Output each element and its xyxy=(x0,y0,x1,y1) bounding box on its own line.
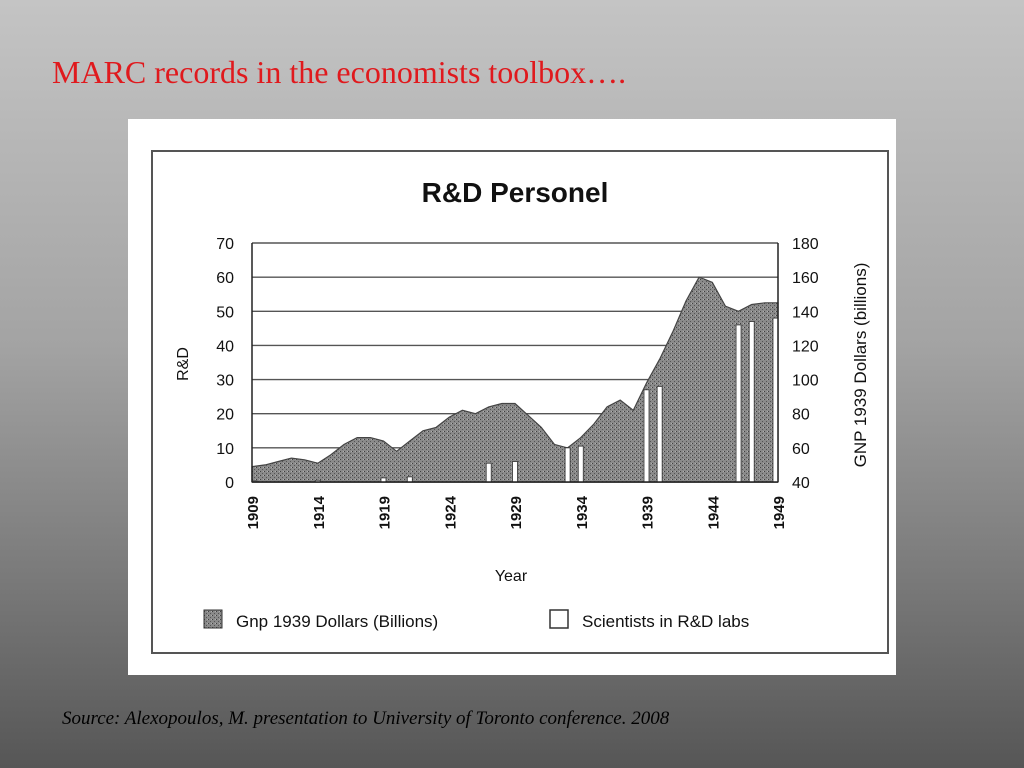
y-axis-left-label: R&D xyxy=(175,347,192,381)
y-left-tick-label: 20 xyxy=(216,406,234,424)
x-tick-label: 1919 xyxy=(376,496,394,530)
x-tick-label: 1949 xyxy=(771,496,788,530)
y-left-tick-label: 60 xyxy=(216,270,234,288)
scientists-bar xyxy=(513,462,518,482)
scientists-bar xyxy=(578,446,583,482)
x-tick-label: 1924 xyxy=(442,496,460,530)
y-axis-right-label: GNP 1939 Dollars (billions) xyxy=(851,262,870,468)
legend-gnp-swatch xyxy=(204,610,222,628)
scientists-bar xyxy=(644,390,649,482)
y-right-tick-label: 80 xyxy=(792,406,810,424)
legend-scientists-swatch xyxy=(550,610,568,628)
y-right-tick-label: 60 xyxy=(792,440,810,458)
chart-title: R&D Personel xyxy=(421,177,609,208)
x-tick-label: 1914 xyxy=(310,496,328,530)
scientists-bar xyxy=(486,463,491,482)
y-right-tick-label: 100 xyxy=(792,372,819,390)
x-tick-label: 1929 xyxy=(508,496,525,530)
y-left-tick-label: 50 xyxy=(216,304,234,322)
y-right-tick-label: 120 xyxy=(792,338,819,356)
x-axis-label: Year xyxy=(494,568,528,585)
y-right-tick-label: 180 xyxy=(792,236,819,253)
x-tick-label: 1909 xyxy=(245,496,262,530)
y-left-tick-label: 30 xyxy=(216,372,234,390)
chart-figure xyxy=(128,119,896,675)
y-right-tick-label: 140 xyxy=(792,304,819,322)
y-right-tick-label: 160 xyxy=(792,270,819,288)
y-left-tick-label: 10 xyxy=(216,440,234,458)
scientists-bar xyxy=(657,386,662,482)
scientists-bar xyxy=(749,322,754,482)
chart-svg xyxy=(128,119,896,675)
source-citation: Source: Alexopoulos, M. presentation to University of Toronto conference. 2008 xyxy=(62,708,670,729)
scientists-bar xyxy=(407,477,412,482)
legend-gnp-label: Gnp 1939 Dollars (Billions) xyxy=(236,612,439,631)
legend-scientists-label: Scientists in R&D labs xyxy=(582,612,750,631)
x-tick-label: 1944 xyxy=(705,496,723,530)
y-left-tick-label: 40 xyxy=(216,338,234,356)
scientists-bar xyxy=(736,325,741,482)
x-tick-label: 1934 xyxy=(573,496,591,530)
y-left-tick-label: 70 xyxy=(216,236,234,253)
scientists-bar xyxy=(565,448,570,482)
x-tick-label: 1939 xyxy=(639,496,657,530)
slide-title: MARC records in the economists toolbox…. xyxy=(52,54,627,90)
y-left-tick-label: 0 xyxy=(225,475,234,492)
y-right-tick-label: 40 xyxy=(792,475,810,492)
